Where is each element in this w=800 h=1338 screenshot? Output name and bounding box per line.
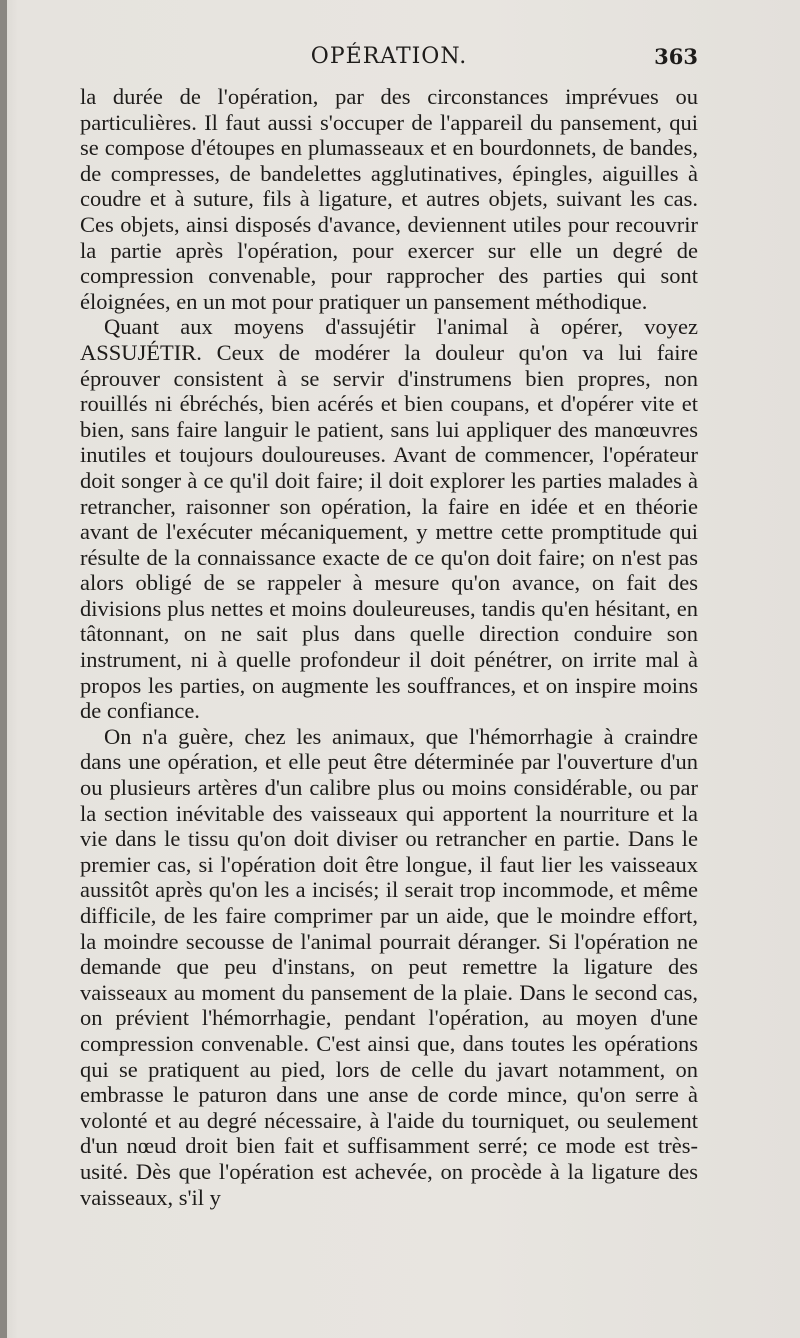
page-edge-shadow (0, 0, 7, 1338)
paragraph-1: la durée de l'opération, par des circonstances imprévues ou particulières. Il faut aussi s'occuper de l'appareil du pansement, qui se compose d'étoupes en plumasseaux et en bourdonnets, de bandes, de compresses, de bandelettes agglutinatives, épingles, aiguilles à coudre et à suture, fils à ligature, et autres objets, suivant les cas. Ces objets, ainsi disposés d'avance, deviennent utiles pour recouvrir la partie après l'opération, pour exercer sur elle un degré de compression convenable, pour rapprocher des parties qui sont éloignées, en un mot pour pratiquer un pansement méthodique. (80, 84, 698, 314)
paragraph-2: Quant aux moyens d'assujétir l'animal à opérer, voyez ASSUJÉTIR. Ceux de modérer la douleur qu'on va lui faire éprouver consistent à se servir d'instrumens bien propres, non rouillés ni ébréchés, bien acérés et bien coupans, et d'opérer vite et bien, sans faire languir le patient, sans lui appliquer des manœuvres inutiles et toujours douloureuses. Avant de commencer, l'opérateur doit songer à ce qu'il doit faire; il doit explorer les parties malades à retrancher, raisonner son opération, la faire en idée et en théorie avant de l'exécuter mécaniquement, y mettre cette promptitude qui résulte de la connaissance exacte de ce qu'on doit faire; on n'est pas alors obligé de se rappeler à mesure qu'on avance, on fait des divisions plus nettes et moins douleureuses, tandis qu'en hésitant, en tâtonnant, on ne sait plus dans quelle direction conduire son instrument, ni à quelle profondeur il doit pénétrer, on irrite mal à propos les parties, on augmente les souffrances, et on inspire moins de confiance. (80, 314, 698, 724)
page-number: 363 (654, 44, 698, 69)
paragraph-3: On n'a guère, chez les animaux, que l'hémorrhagie à craindre dans une opération, et elle peut être déterminée par l'ouverture d'un ou plusieurs artères d'un calibre plus ou moins considérable, ou par la section inévitable des vaisseaux qui apportent la nourriture et la vie dans le tissu qu'on doit diviser ou retrancher en partie. Dans le premier cas, si l'opération doit être longue, il faut lier les vaisseaux aussitôt après qu'on les a incisés; il serait trop incommode, et même difficile, de les faire comprimer par un aide, que le moindre effort, la moindre secousse de l'animal pourrait déranger. Si l'opération ne demande que peu d'instans, on peut remettre la ligature des vaisseaux au moment du pansement de la plaie. Dans le second cas, on prévient l'hémorrhagie, pendant l'opération, au moyen d'une compression convenable. C'est ainsi que, dans toutes les opérations qui se pratiquent au pied, lors de celle du javart notamment, on embrasse le paturon dans une anse de corde mince, qu'on serre à volonté et au degré nécessaire, à l'aide du tourniquet, ou seulement d'un nœud droit bien fait et suffisamment serré; ce mode est très-usité. Dès que l'opération est achevée, on procède à la ligature des vaisseaux, s'il y (80, 723, 698, 1210)
page-header (80, 44, 698, 76)
running-title: OPÉRATION. (310, 44, 468, 69)
body-text (80, 84, 698, 1210)
